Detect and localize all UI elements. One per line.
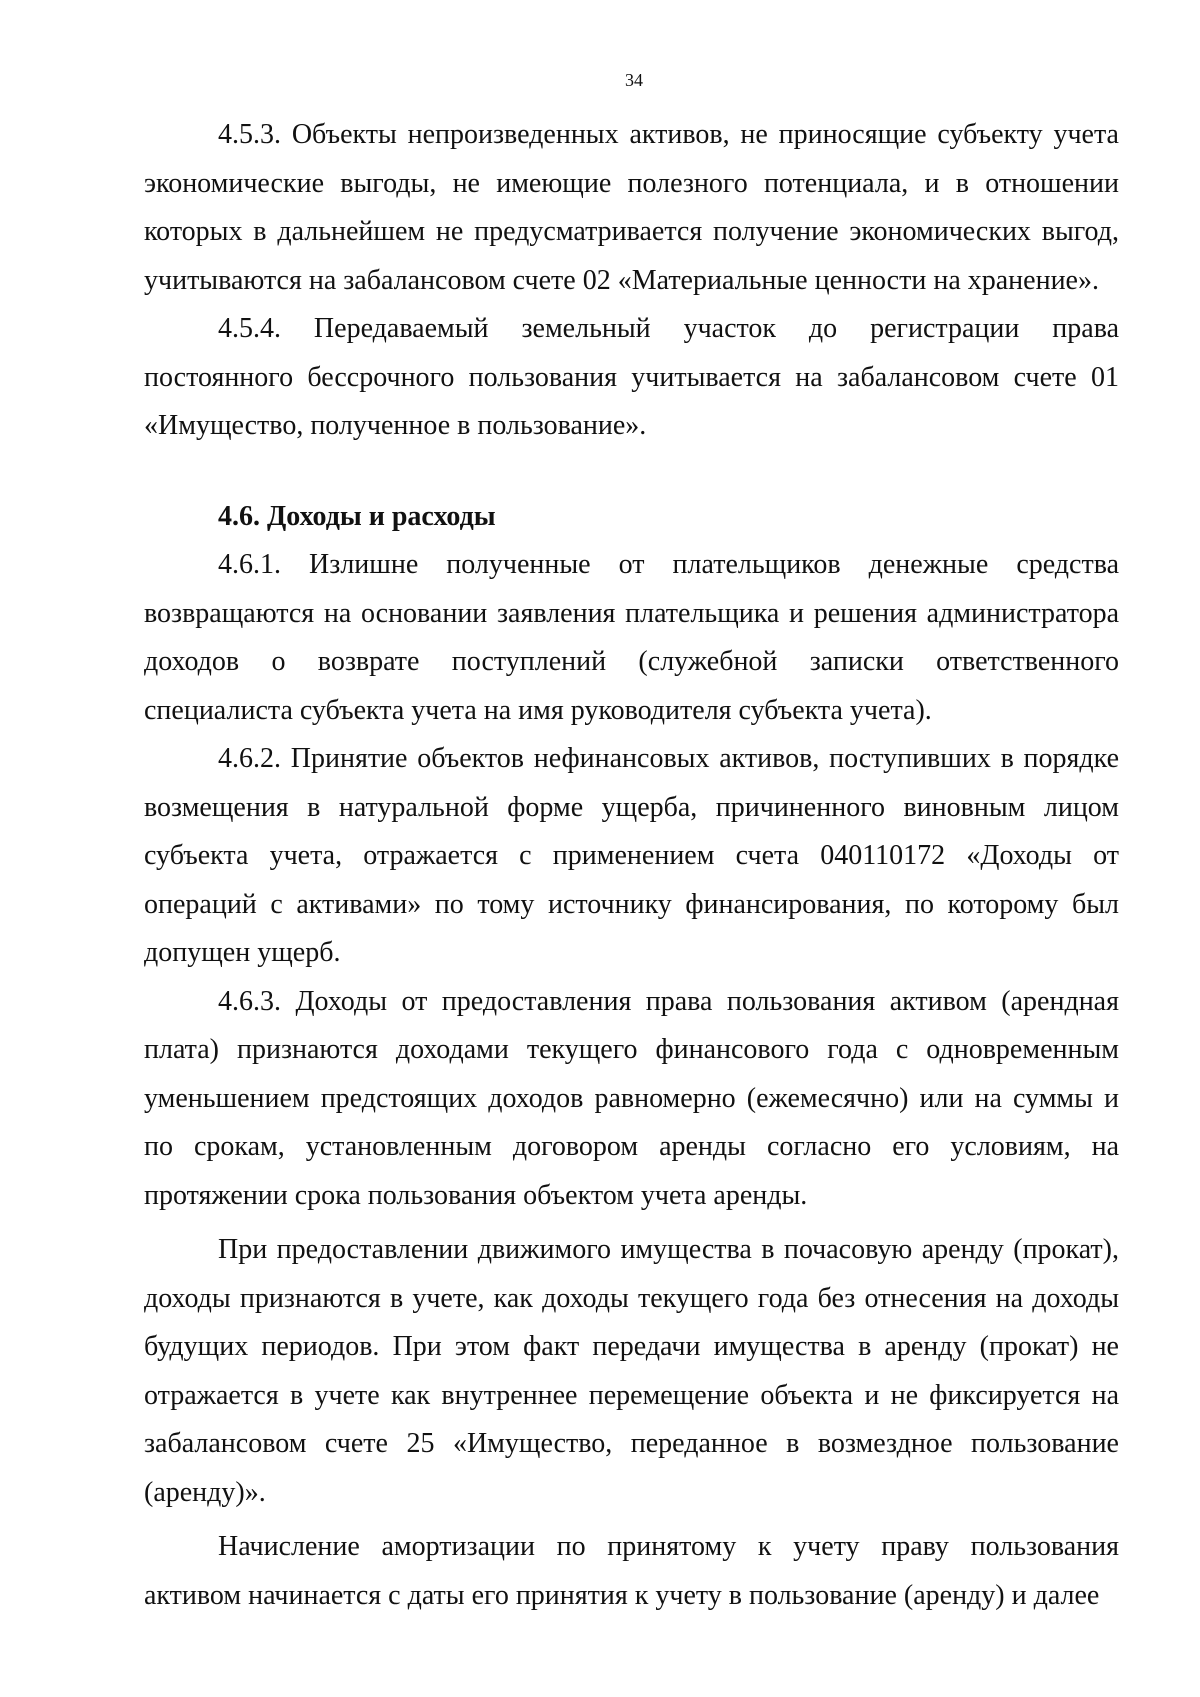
paragraph-4-6-1: 4.6.1. Излишне полученные от плательщиков денежные средства возвращаются на основании заявления плательщика и решения администратора доходов о возврате поступлений (служебной записки ответственного специалиста субъекта учета на имя руководителя субъекта учета).	[144, 549, 1119, 726]
document-body	[144, 111, 1119, 1620]
page-number: 34	[625, 70, 643, 90]
paragraph-4-6-2: 4.6.2. Принятие объектов нефинансовых активов, поступивших в порядке возмещения в натуральной форме ущерба, причиненного виновным лицом субъекта учета, отражается с применением счета 040110172 «Доходы от операций с активами» по тому источнику финансирования, по которому был допущен ущерб.	[144, 743, 1119, 968]
paragraph-amortization: Начисление амортизации по принятому к учету праву пользования активом начинается с даты его принятия к учету в пользование (аренду) и далее	[144, 1531, 1119, 1611]
paragraph-4-5-3: 4.5.3. Объекты непроизведенных активов, не приносящие субъекту учета экономические выгоды, не имеющие полезного потенциала, и в отношении которых в дальнейшем не предусматривается получение экономических выгод, учитываются на забалансовом счете 02 «Материальные ценности на хранение».	[144, 119, 1119, 296]
paragraph-4-6-3: 4.6.3. Доходы от предоставления права пользования активом (арендная плата) признаются доходами текущего финансового года с одновременным уменьшением предстоящих доходов равномерно (ежемесячно) или на суммы и по срокам, установленным договором аренды согласно его условиям, на протяжении срока пользования объектом учета аренды.	[144, 985, 1119, 1211]
paragraph-prokat: При предоставлении движимого имущества в почасовую аренду (прокат), доходы признаются в учете, как доходы текущего года без отнесения на доходы будущих периодов. При этом факт передачи имущества в аренду (прокат) не отражается в учете как внутреннее перемещение объекта и не фиксируется на забалансовом счете 25 «Имущество, переданное в возмездное пользование (аренду)».	[144, 1234, 1119, 1508]
paragraph-4-5-4: 4.5.4. Передаваемый земельный участок до регистрации права постоянного бессрочного пользования учитывается на забалансовом счете 01 «Имущество, полученное в пользование».	[144, 313, 1119, 441]
section-heading-4-6: 4.6. Доходы и расходы	[218, 500, 496, 532]
